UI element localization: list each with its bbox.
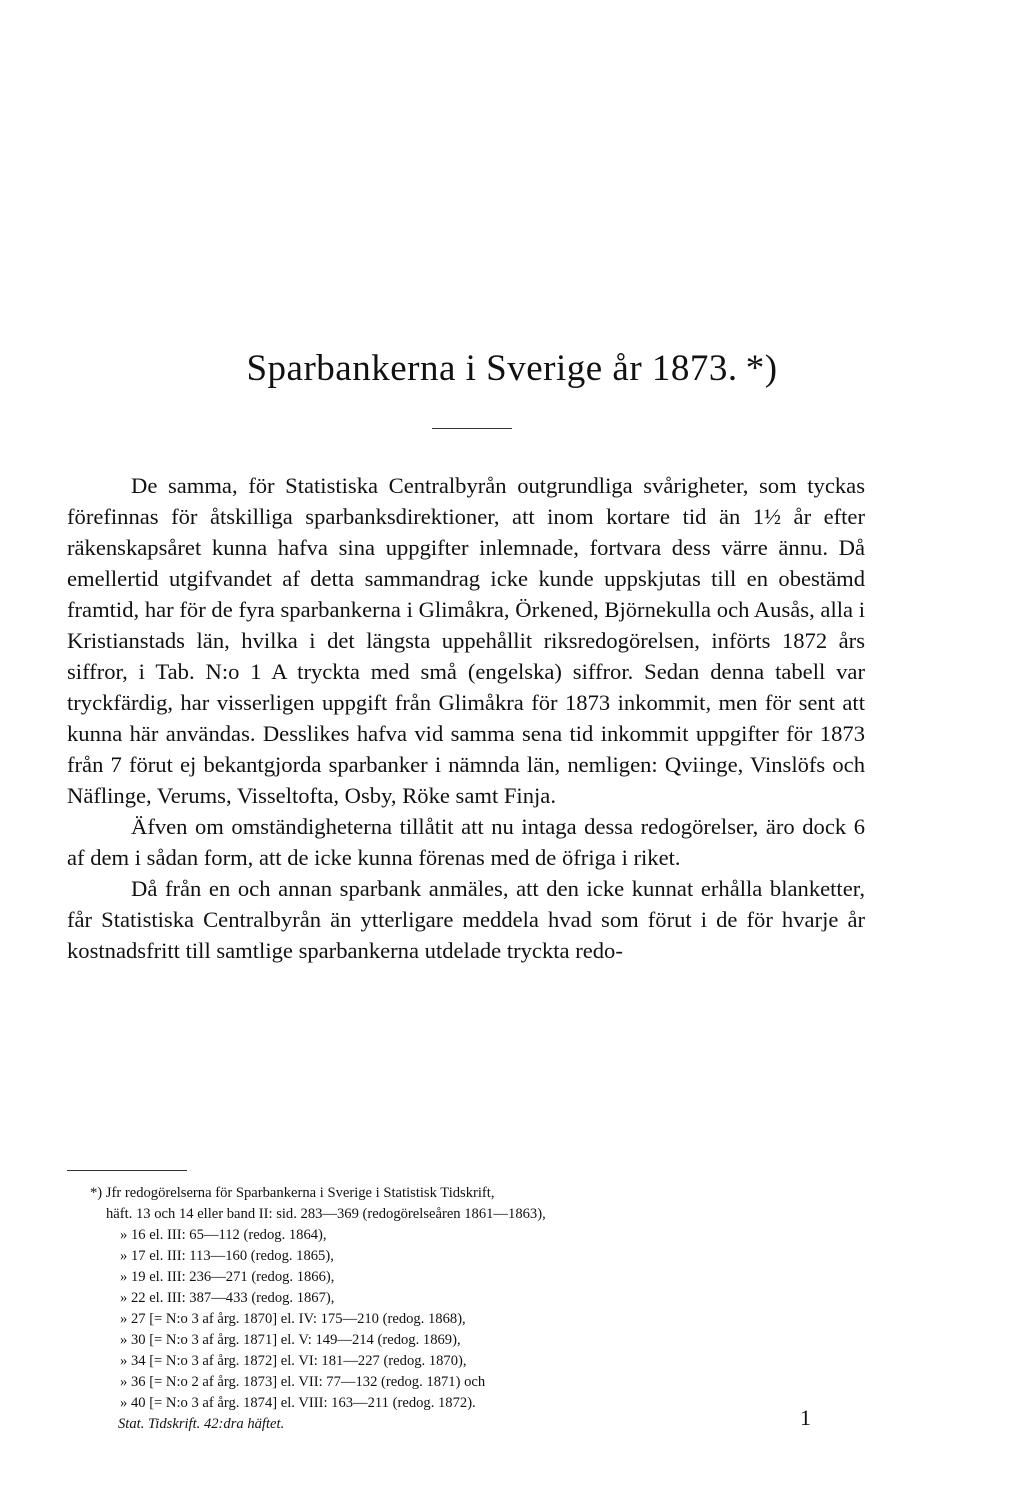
footnote-reference-mark: *)	[745, 348, 778, 389]
body-text	[67, 470, 865, 966]
paragraph: De samma, för Statistiska Centralbyrån outgrundliga svårigheter, som tyckas förefinnas för åtskilliga sparbanksdirektioner, att inom kortare tid än 1½ år efter räkenskapsåret kunna hafva sina uppgifter inlemnade, fortvara dess värre ännu. Då emellertid utgifvandet af detta sammandrag icke kunde uppskjutas till en obestämd framtid, har för de fyra sparbankerna i Glimåkra, Örkened, Björnekulla och Ausås, alla i Kristianstads län, hvilka i det längsta uppehållit riksredogörelsen, införts 1872 års siffror, i Tab. N:o 1 A tryckta med små (engelska) siffror. Sedan denna tabell var tryckfärdig, har visserligen uppgift från Glimåkra för 1873 inkommit, men för sent att kunna här användas. Desslikes hafva vid samma sena tid inkommit uppgifter för 1873 från 7 förut ej bekantgjorda sparbanker i nämnda län, nemligen: Qviinge, Vinslöfs och Näflinge, Verums, Visseltofta, Osby, Röke samt Finja.	[67, 473, 865, 808]
source-signature: Stat. Tidskrift. 42:dra häftet.	[118, 1416, 285, 1432]
page-title	[0, 350, 1024, 387]
footnote-line: » 34 [= N:o 3 af årg. 1872] el. VI: 181—227 (redog. 1870),	[120, 1353, 467, 1369]
footnote-line: häft. 13 och 14 eller band II: sid. 283—369 (redogörelseåren 1861—1863),	[106, 1206, 546, 1222]
page-title-text: Sparbankerna i Sverige år 1873.	[246, 348, 738, 389]
paragraph: Äfven om omständigheterna tillåtit att nu intaga dessa redogörelser, äro dock 6 af dem i sådan form, att de icke kunna förenas med de öfriga i riket.	[67, 814, 865, 870]
footnote-line: » 16 el. III: 65—112 (redog. 1864),	[120, 1227, 327, 1243]
footnote-line: » 27 [= N:o 3 af årg. 1870] el. IV: 175—210 (redog. 1868),	[120, 1311, 466, 1327]
footnote-line: » 40 [= N:o 3 af årg. 1874] el. VIII: 163—211 (redog. 1872).	[120, 1395, 476, 1411]
footnote-line: *) Jfr redogörelserna för Sparbankerna i Sverige i Statistisk Tidskrift,	[90, 1185, 495, 1201]
footnote	[90, 1183, 790, 1414]
footnote-line: » 19 el. III: 236—271 (redog. 1866),	[120, 1269, 335, 1285]
footnote-line: » 30 [= N:o 3 af årg. 1871] el. V: 149—214 (redog. 1869),	[120, 1332, 461, 1348]
footnote-line: » 17 el. III: 113—160 (redog. 1865),	[120, 1248, 334, 1264]
footnote-line: » 36 [= N:o 2 af årg. 1873] el. VII: 77—132 (redog. 1871) och	[120, 1374, 486, 1390]
title-divider	[432, 428, 512, 429]
footnote-divider	[67, 1170, 187, 1171]
footnote-line: » 22 el. III: 387—433 (redog. 1867),	[120, 1290, 335, 1306]
paragraph: Då från en och annan sparbank anmäles, att den icke kunnat erhålla blanketter, får Statistiska Centralbyrån än ytterligare meddela hvad som förut i de för hvarje år kostnadsfritt till samtlige sparbankerna utdelade tryckta redo-	[67, 876, 865, 963]
page-number: 1	[800, 1405, 811, 1430]
